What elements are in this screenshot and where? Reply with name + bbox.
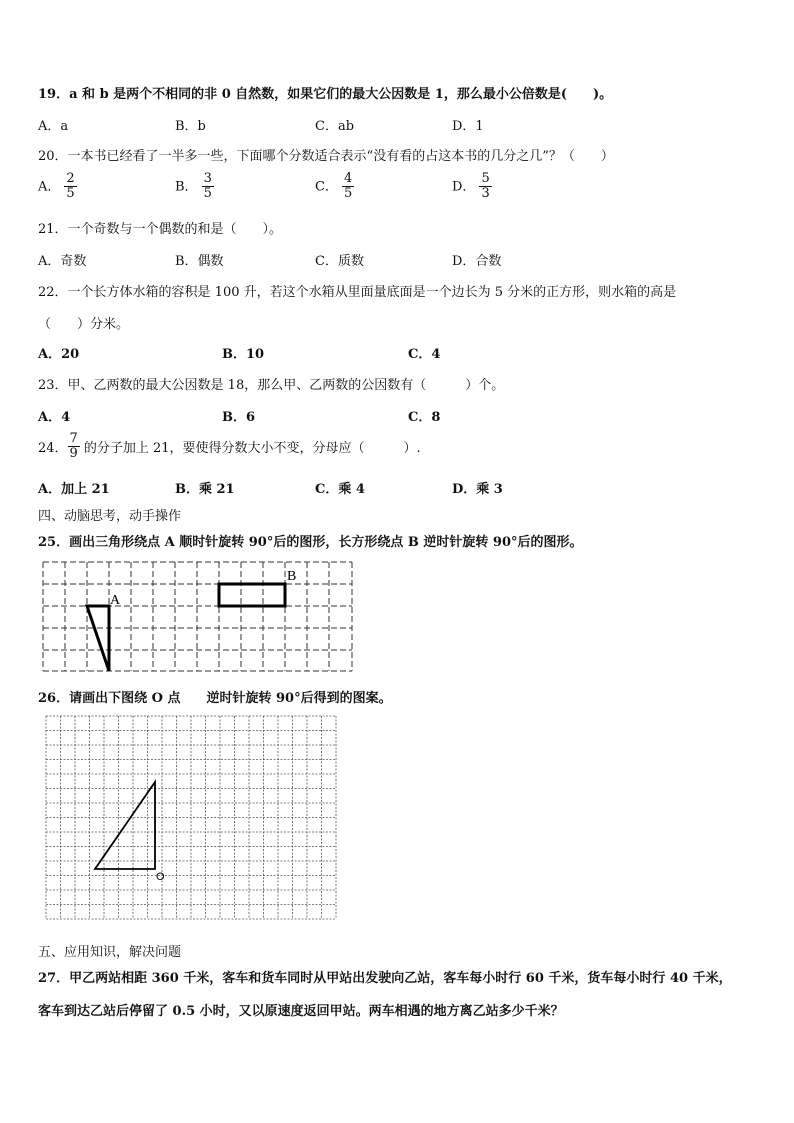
q20-question: 20．一本书已经看了一半多一些，下面哪个分数适合表示“没有看的占这本书的几分之几”？（ ）	[38, 149, 614, 164]
q25-question: 25．画出三角形绕点 A 顺时针旋转 90°后的图形，长方形绕点 B 逆时针旋转 90°后的图形。	[38, 535, 583, 550]
q20-option-c-label: C．	[315, 179, 338, 195]
q22-option-c: C．4	[408, 347, 441, 362]
q24-option-b: B．乘 21	[175, 482, 235, 497]
fraction-numerator: 2	[66, 171, 75, 186]
q26-question: 26．请画出下图绕 O 点 逆时针旋转 90°后得到的图案。	[38, 691, 392, 706]
q21-option-b: B．偶数	[175, 254, 224, 269]
section-5-heading: 五、应用知识，解决问题	[38, 945, 182, 960]
q22-question: 22．一个长方体水箱的容积是 100 升，若这个水箱从里面量底面是一个边长为 5 分米的正方形，则水箱的高是	[38, 285, 677, 300]
q23-option-c: C．8	[408, 410, 441, 425]
q22-question-cont: （ ）分米。	[38, 317, 130, 332]
q27-question-cont: 客车到达乙站后停留了 0.5 小时，又以原速度返回甲站。两车相遇的地方离乙站多少千米？	[38, 1004, 564, 1019]
fraction-denominator: 5	[66, 186, 75, 202]
q19-option-d: D．1	[452, 119, 484, 134]
q21-question: 21．一个奇数与一个偶数的和是（ ）。	[38, 222, 283, 237]
point-a-label: A	[110, 593, 121, 608]
section-4-heading: 四、动脑思考，动手操作	[38, 509, 182, 524]
fraction-denominator: 5	[203, 186, 212, 202]
q23-question: 23．甲、乙两数的最大公因数是 18，那么甲、乙两数的公因数有（ ）个。	[38, 378, 505, 393]
q21-option-a: A．奇数	[38, 254, 87, 269]
q19-question: 19．a 和 b 是两个不相同的非 0 自然数，如果它们的最大公因数是 1，那么最小公倍数是( )。	[38, 87, 613, 102]
q20-option-c-fraction	[342, 172, 354, 202]
fraction-denominator: 9	[69, 446, 78, 462]
point-b-label: B	[287, 569, 297, 584]
q24-text: 的分子加上 21，要使得分数大小不变，分母应（ ）.	[83, 441, 421, 457]
q25-triangle	[87, 606, 109, 671]
q22-option-a: A．20	[38, 347, 80, 362]
point-o-label: O	[156, 871, 165, 883]
q20-option-b-fraction	[202, 172, 214, 202]
q24-option-d: D．乘 3	[452, 482, 503, 497]
q23-option-b: B．6	[222, 410, 256, 425]
dotted-grid	[46, 716, 336, 919]
q20-option-b	[175, 172, 214, 202]
q19-option-a: A．a	[38, 119, 69, 134]
q24-fraction	[68, 432, 80, 462]
q24-option-a: A．加上 21	[38, 482, 110, 497]
fraction-denominator: 3	[481, 186, 490, 202]
q22-option-b: B．10	[222, 347, 265, 362]
fraction-numerator: 3	[203, 171, 212, 186]
q20-option-a	[38, 172, 77, 202]
q20-option-c	[315, 172, 354, 202]
q20-option-a-fraction	[64, 172, 76, 202]
q21-option-d: D．合数	[452, 254, 502, 269]
q26-grid-figure	[44, 714, 348, 932]
q21-option-c: C．质数	[315, 254, 364, 269]
q20-option-d-fraction	[479, 172, 491, 202]
q27-question: 27．甲乙两站相距 360 千米，客车和货车同时从甲站出发驶向乙站，客车每小时行 60 千米，货车每小时行 40 千米，	[38, 971, 732, 986]
fraction-numerator: 5	[481, 171, 490, 186]
q20-option-b-label: B．	[175, 179, 198, 195]
q19-option-c: C．ab	[315, 119, 355, 134]
fraction-denominator: 5	[343, 186, 353, 202]
q19-option-b: B．b	[175, 119, 206, 134]
q23-option-a: A．4	[38, 410, 71, 425]
q20-option-d-label: D．	[452, 179, 476, 195]
q20-option-a-label: A．	[38, 179, 61, 195]
q25-grid-figure	[40, 558, 356, 674]
q24-question	[38, 432, 421, 462]
q24-number: 24．	[38, 441, 68, 457]
fraction-numerator: 7	[69, 431, 78, 446]
q25-rectangle	[219, 584, 285, 606]
q20-option-d	[452, 172, 492, 202]
fraction-numerator: 4	[343, 171, 353, 186]
q24-option-c: C．乘 4	[315, 482, 365, 497]
